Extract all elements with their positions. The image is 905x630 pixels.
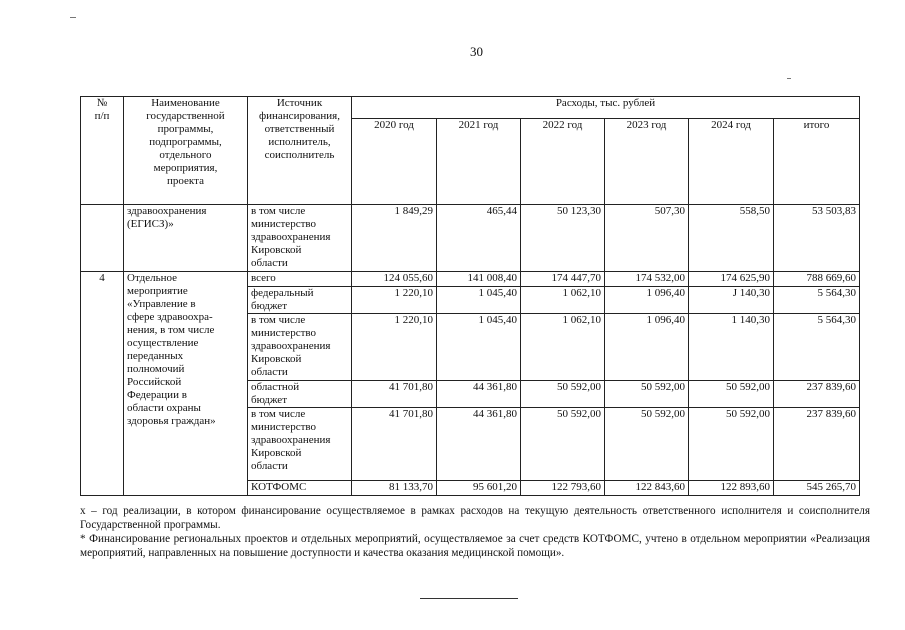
value-cell: 1 045,40 — [437, 314, 521, 381]
value-cell: 1 096,40 — [605, 314, 689, 381]
value-cell: 50 592,00 — [521, 408, 605, 481]
value-cell: 1 140,30 — [689, 314, 774, 381]
value-cell: 1 045,40 — [437, 287, 521, 314]
header-total: итого — [774, 119, 860, 205]
table-row — [81, 205, 860, 272]
footnote-x: х – год реализации, в котором финансирование осуществляемое в рамках расходов на текущую деятельность ответственного исполнителя и соисполнителя Государственной программы. — [80, 505, 870, 531]
value-cell: 81 133,70 — [352, 481, 437, 496]
value-cell: 122 793,60 — [521, 481, 605, 496]
cont-name-cell: здравоохранения (ЕГИСЗ)» — [124, 205, 248, 272]
value-cell: 122 893,60 — [689, 481, 774, 496]
value-cell: 788 669,60 — [774, 272, 860, 287]
value-cell: 1 849,29 — [352, 205, 437, 272]
value-cell: Ј 140,30 — [689, 287, 774, 314]
header-name: Наименование государственной программы, подпрограммы, отдельного мероприятия, проекта — [124, 97, 248, 205]
source-cell: в том числе министерство здравоохранения Кировской области — [248, 408, 352, 481]
group-name-cell: Отдельное мероприятие «Управление в сфере здравоохра- нения, в том числе осуществление переданных полномочий Российской Федерации в области охраны здоровья граждан» — [124, 272, 248, 496]
value-cell: 174 447,70 — [521, 272, 605, 287]
value-cell: 44 361,80 — [437, 381, 521, 408]
page-number: 30 — [470, 44, 483, 59]
value-cell: 95 601,20 — [437, 481, 521, 496]
value-cell: 50 592,00 — [689, 381, 774, 408]
value-cell: 50 123,30 — [521, 205, 605, 272]
value-cell: 545 265,70 — [774, 481, 860, 496]
value-cell: 5 564,30 — [774, 287, 860, 314]
source-cell: федеральный бюджет — [248, 287, 352, 314]
header-year-2023: 2023 год — [605, 119, 689, 205]
group-num-cell: 4 — [81, 272, 124, 496]
value-cell: 5 564,30 — [774, 314, 860, 381]
value-cell: 1 096,40 — [605, 287, 689, 314]
value-cell: 50 592,00 — [605, 381, 689, 408]
value-cell: 50 592,00 — [605, 408, 689, 481]
value-cell: 507,30 — [605, 205, 689, 272]
separator-line — [420, 598, 518, 599]
footnote-asterisk: * Финансирование региональных проектов и отдельных мероприятий, осуществляемое за счет средств КОТФОМС, учтено в отдельном мероприятии «Реализация мероприятий, направленных на повышение доступности и качества оказания медицинской помощи». — [80, 533, 870, 559]
value-cell: 237 839,60 — [774, 408, 860, 481]
value-cell: 1 062,10 — [521, 287, 605, 314]
value-cell: 141 008,40 — [437, 272, 521, 287]
scan-speck — [787, 78, 791, 79]
header-year-2020: 2020 год — [352, 119, 437, 205]
source-cell: КОТФОМС — [248, 481, 352, 496]
value-cell: 1 220,10 — [352, 314, 437, 381]
value-cell: 174 625,90 — [689, 272, 774, 287]
value-cell: 558,50 — [689, 205, 774, 272]
header-source: Источник финансирования, ответственный исполнитель, соисполнитель — [248, 97, 352, 205]
value-cell: 1 062,10 — [521, 314, 605, 381]
value-cell: 44 361,80 — [437, 408, 521, 481]
value-cell: 174 532,00 — [605, 272, 689, 287]
value-cell: 41 701,80 — [352, 408, 437, 481]
value-cell: 237 839,60 — [774, 381, 860, 408]
header-year-2021: 2021 год — [437, 119, 521, 205]
value-cell: 50 592,00 — [521, 381, 605, 408]
table-row — [81, 272, 860, 287]
source-cell: всего — [248, 272, 352, 287]
header-expenses: Расходы, тыс. рублей — [352, 97, 860, 119]
source-cell: в том числе министерство здравоохранения Кировской области — [248, 314, 352, 381]
value-cell: 122 843,60 — [605, 481, 689, 496]
value-cell: 50 592,00 — [689, 408, 774, 481]
footnotes — [80, 504, 870, 560]
scan-speck — [70, 17, 76, 18]
header-year-2022: 2022 год — [521, 119, 605, 205]
value-cell: 41 701,80 — [352, 381, 437, 408]
cont-num-cell — [81, 205, 124, 272]
header-num: № п/п — [81, 97, 124, 205]
cont-source-cell: в том числе министерство здравоохранения Кировской области — [248, 205, 352, 272]
value-cell: 124 055,60 — [352, 272, 437, 287]
value-cell: 1 220,10 — [352, 287, 437, 314]
value-cell: 465,44 — [437, 205, 521, 272]
source-cell: областной бюджет — [248, 381, 352, 408]
expenses-table — [80, 96, 860, 496]
value-cell: 53 503,83 — [774, 205, 860, 272]
header-year-2024: 2024 год — [689, 119, 774, 205]
